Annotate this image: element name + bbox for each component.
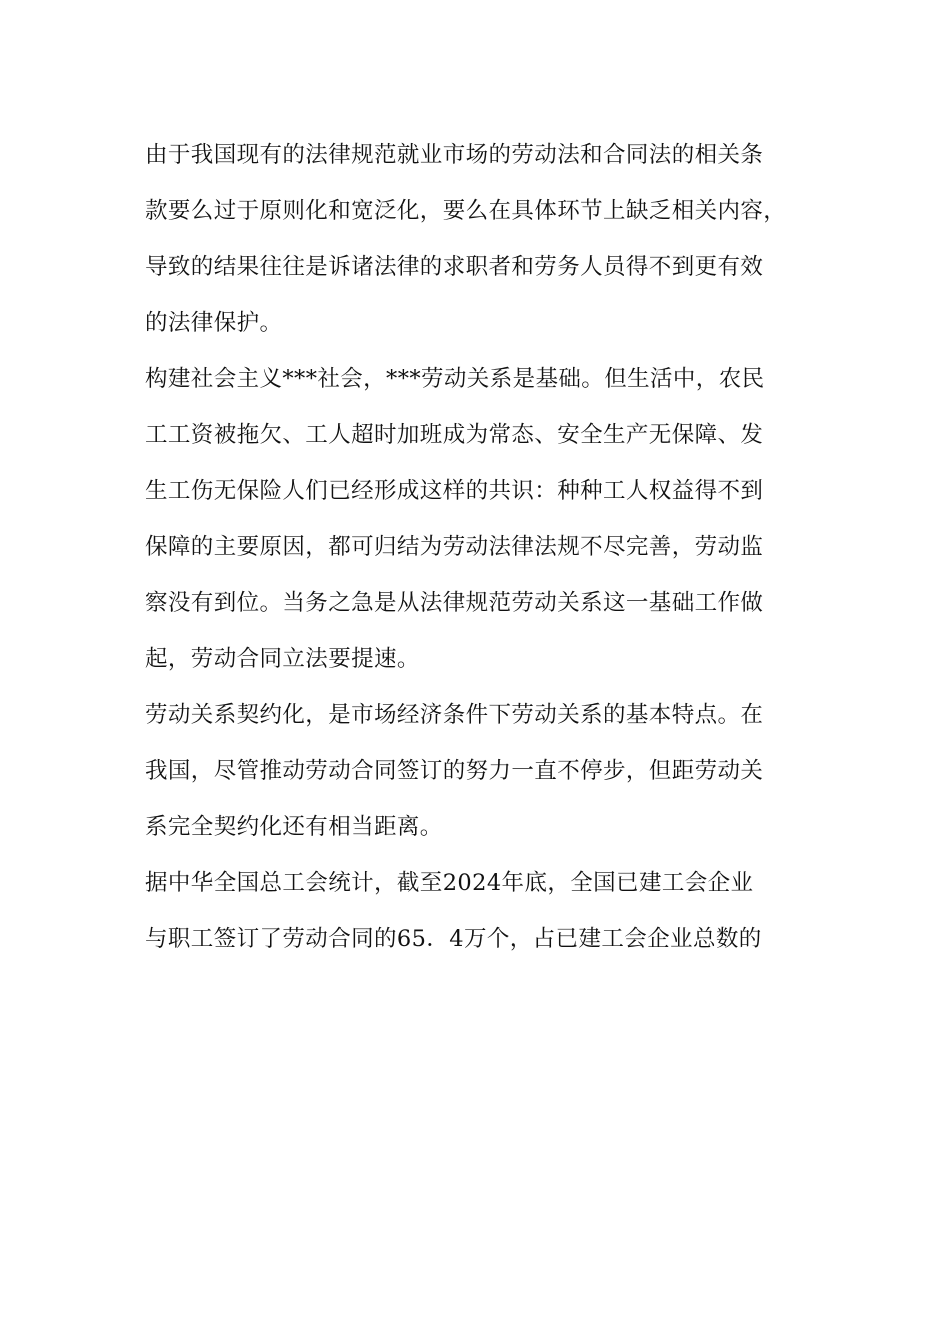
text-line: 生工伤无保险人们已经形成这样的共识：种种工人权益得不到 — [145, 478, 764, 504]
text-line: 察没有到位。当务之急是从法律规范劳动关系这一基础工作做 — [145, 590, 764, 616]
text-line: 导致的结果往往是诉诸法律的求职者和劳务人员得不到更有效 — [145, 254, 764, 280]
text-line: 据中华全国总工会统计，截至2024年底，全国已建工会企业 — [145, 870, 754, 896]
text-line: 由于我国现有的法律规范就业市场的劳动法和合同法的相关条 — [145, 142, 764, 168]
text-line: 保障的主要原因，都可归结为劳动法律法规不尽完善，劳动监 — [145, 534, 764, 560]
text-line: 与职工签订了劳动合同的65．4万个，占已建工会企业总数的 — [145, 926, 762, 952]
text-line: 劳动关系契约化，是市场经济条件下劳动关系的基本特点。在 — [145, 702, 764, 728]
document-body — [145, 127, 810, 967]
text-line: 工工资被拖欠、工人超时加班成为常态、安全生产无保障、发 — [145, 422, 764, 448]
text-line: 的法律保护。 — [145, 310, 283, 336]
text-line: 款要么过于原则化和宽泛化，要么在具体环节上缺乏相关内容， — [145, 198, 787, 224]
text-line: 起，劳动合同立法要提速。 — [145, 646, 420, 672]
text-line: 构建社会主义***社会，***劳动关系是基础。但生活中，农民 — [145, 366, 765, 392]
text-line: 系完全契约化还有相当距离。 — [145, 814, 443, 840]
text-line: 我国，尽管推动劳动合同签订的努力一直不停步，但距劳动关 — [145, 758, 764, 784]
